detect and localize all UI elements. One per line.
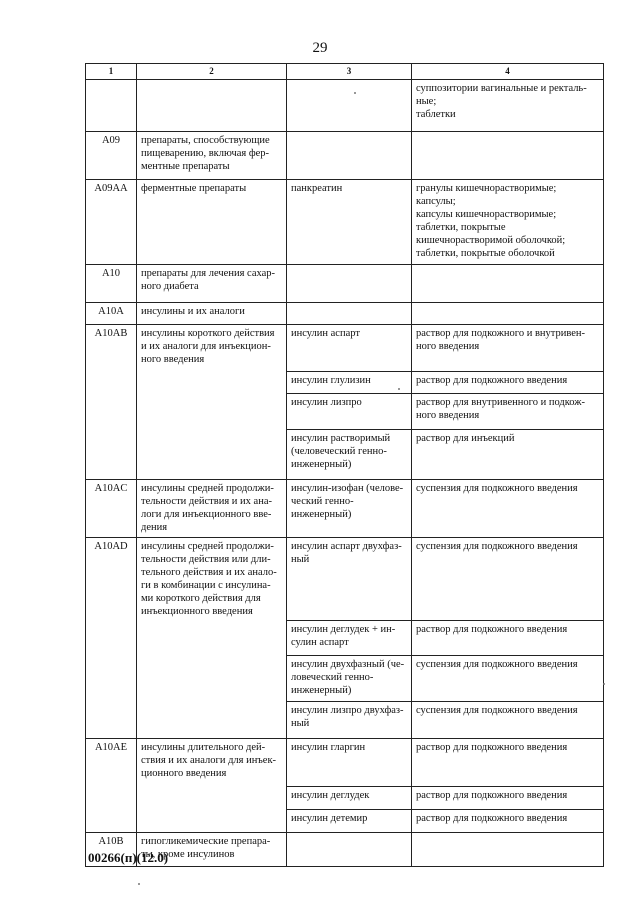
group-name xyxy=(137,655,287,701)
table-row xyxy=(86,325,604,372)
dosage-form xyxy=(412,132,604,180)
table-row xyxy=(86,701,604,738)
header-col-2: 2 xyxy=(137,64,287,80)
group-name xyxy=(137,701,287,738)
group-name: инсулины средней продолжи- тельности действия или дли- тельного действия и их анало- ги в комбинации с инсулина- ми короткого действия для инъекционного введения xyxy=(137,538,287,621)
atc-code: A09AA xyxy=(86,180,137,265)
atc-code xyxy=(86,394,137,430)
dosage-form: раствор для подкожного введения xyxy=(412,738,604,786)
table-row xyxy=(86,372,604,394)
atc-code: A10AD xyxy=(86,538,137,621)
drug-name: инсулин лизпро xyxy=(287,394,412,430)
header-col-4: 4 xyxy=(412,64,604,80)
table-row xyxy=(86,538,604,621)
drug-name: инсулин аспарт двухфаз- ный xyxy=(287,538,412,621)
drug-name: инсулин растворимый (человеческий генно- инженерный) xyxy=(287,430,412,480)
drug-name: инсулин детемир xyxy=(287,809,412,832)
dosage-form: раствор для внутривенного и подкож- ного введения xyxy=(412,394,604,430)
drug-name: инсулин деглудек + ин- сулин аспарт xyxy=(287,620,412,655)
header-row xyxy=(86,64,604,80)
table-row xyxy=(86,786,604,809)
drug-name: инсулин-изофан (челове- ческий генно- инженерный) xyxy=(287,480,412,538)
atc-code: A09 xyxy=(86,132,137,180)
dosage-form: раствор для подкожного введения xyxy=(412,372,604,394)
group-name xyxy=(137,786,287,809)
dosage-form: суспензия для подкожного введения xyxy=(412,480,604,538)
atc-code xyxy=(86,701,137,738)
group-name: инсулины средней продолжи- тельности действия и их ана- логи для инъекционного вве- дения xyxy=(137,480,287,538)
header-col-1: 1 xyxy=(86,64,137,80)
dosage-form xyxy=(412,303,604,325)
table-row xyxy=(86,303,604,325)
drug-name: инсулин глулизин xyxy=(287,372,412,394)
table-row xyxy=(86,620,604,655)
atc-code: A10 xyxy=(86,265,137,303)
dosage-form: гранулы кишечнорастворимые; капсулы; капсулы кишечнорастворимые; таблетки, покрытые кишечнорастворимой оболочкой; таблетки, покрытые оболочкой xyxy=(412,180,604,265)
table-row xyxy=(86,80,604,132)
atc-code xyxy=(86,809,137,832)
table-row xyxy=(86,180,604,265)
table-row xyxy=(86,265,604,303)
table-row xyxy=(86,655,604,701)
dosage-form: суспензия для подкожного введения xyxy=(412,701,604,738)
atc-code: A10AE xyxy=(86,738,137,786)
dosage-form: суспензия для подкожного введения xyxy=(412,538,604,621)
group-name xyxy=(137,620,287,655)
group-name: препараты, способствующие пищеварению, включая фер- ментные препараты xyxy=(137,132,287,180)
document-code: 00266(п)(12.0) xyxy=(88,850,169,865)
page-number: 29 xyxy=(312,40,328,56)
atc-code xyxy=(86,655,137,701)
drug-name: инсулин двухфазный (че- ловеческий генно- инженерный) xyxy=(287,655,412,701)
drug-name xyxy=(287,265,412,303)
dosage-form: суспензия для подкожного введения xyxy=(412,655,604,701)
group-name: инсулины длительного дей- ствия и их аналоги для инъек- ционного введения xyxy=(137,738,287,786)
drug-name: инсулин аспарт xyxy=(287,325,412,372)
table-row xyxy=(86,480,604,538)
group-name: инсулины и их аналоги xyxy=(137,303,287,325)
scan-artifact xyxy=(398,388,400,390)
table-row xyxy=(86,738,604,786)
dosage-form: суппозитории вагинальные и ректаль- ные; таблетки xyxy=(412,80,604,132)
dosage-form xyxy=(412,265,604,303)
table-row xyxy=(86,132,604,180)
drug-name xyxy=(287,832,412,866)
dosage-form: раствор для подкожного и внутривен- ного введения xyxy=(412,325,604,372)
scan-artifact xyxy=(138,883,140,885)
group-name xyxy=(137,809,287,832)
atc-code xyxy=(86,80,137,132)
drug-name: панкреатин xyxy=(287,180,412,265)
dosage-form: раствор для подкожного введения xyxy=(412,620,604,655)
header-col-3: 3 xyxy=(287,64,412,80)
drug-name: инсулин гларгин xyxy=(287,738,412,786)
drug-table xyxy=(85,63,604,867)
scan-artifact xyxy=(354,92,356,94)
atc-code: A10B xyxy=(86,832,137,866)
drug-name xyxy=(287,80,412,132)
drug-name: инсулин лизпро двухфаз- ный xyxy=(287,701,412,738)
group-name: ферментные препараты xyxy=(137,180,287,265)
dosage-form: раствор для инъекций xyxy=(412,430,604,480)
atc-code: A10AB xyxy=(86,325,137,372)
atc-code xyxy=(86,620,137,655)
group-name xyxy=(137,430,287,480)
scan-artifact xyxy=(603,683,605,685)
atc-code: A10AC xyxy=(86,480,137,538)
atc-code xyxy=(86,786,137,809)
drug-name xyxy=(287,132,412,180)
dosage-form xyxy=(412,832,604,866)
dosage-form: раствор для подкожного введения xyxy=(412,786,604,809)
group-name xyxy=(137,372,287,394)
drug-name: инсулин деглудек xyxy=(287,786,412,809)
atc-code xyxy=(86,430,137,480)
table-row xyxy=(86,809,604,832)
group-name: препараты для лечения сахар- ного диабета xyxy=(137,265,287,303)
group-name xyxy=(137,394,287,430)
group-name: гипогликемические препара- ты, кроме инсулинов xyxy=(137,832,287,866)
atc-code: A10A xyxy=(86,303,137,325)
table-row xyxy=(86,430,604,480)
atc-code xyxy=(86,372,137,394)
group-name: инсулины короткого действия и их аналоги для инъекцион- ного введения xyxy=(137,325,287,372)
drug-name xyxy=(287,303,412,325)
group-name xyxy=(137,80,287,132)
table-row xyxy=(86,394,604,430)
dosage-form: раствор для подкожного введения xyxy=(412,809,604,832)
